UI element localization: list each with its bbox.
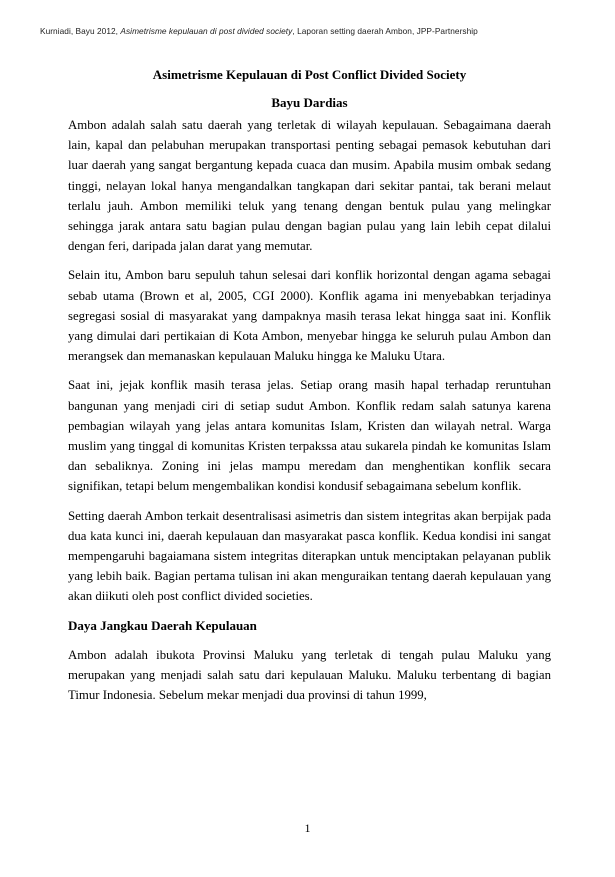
running-header — [40, 26, 580, 36]
running-header-citation: Kurniadi, Bayu 2012, — [40, 26, 121, 36]
running-header-report: , Laporan setting daerah Ambon, JPP-Partnership — [292, 26, 478, 36]
paragraph-3: Saat ini, jejak konflik masih terasa jelas. Setiap orang masih hapal terhadap reruntuhan bangunan yang menjadi ciri di setiap sudut Ambon. Konflik redam salah satunya karena pembagian wilayah yang jelas antara komunitas Islam, Kristen dan wilayah netral. Warga muslim yang tinggal di komunitas Kristen terpakssa atau sukarela pindah ke komunitas Islam dan sebaliknya. Zoning ini jelas mampu meredam dan menghentikan konflik secara signifikan, tetapi belum mengembalikan kondisi kondusif sebagaimana sebelum konflik. — [68, 378, 551, 494]
paragraph-1: Ambon adalah salah satu daerah yang terletak di wilayah kepulauan. Sebagaimana daerah lain, kapal dan pelabuhan merupakan transportasi penting sebagai pemasok kebutuhan dari luar daerah yang sangat bergantung kepada cuaca dan musim. Apabila musim ombak sedang tinggi, nelayan lokal hanya mengandalkan tangkapan dari sekitar pantai, tak berani melaut terlalu jauh. Ambon memiliki teluk yang tenang dengan bentuk pulau yang melingkar sehingga jarak antara satu bagian pulau dengan bagian pulau yang lain lebih cepat dilalui dengan feri, daripada jalan darat yang memutar. — [68, 118, 551, 254]
running-header-italic-title: Asimetrisme kepulauan di post divided society — [120, 26, 293, 36]
document-title: Asimetrisme Kepulauan di Post Conflict Divided Society — [152, 67, 467, 82]
page-content — [68, 66, 551, 714]
paragraph-4: Setting daerah Ambon terkait desentralisasi asimetris dan sistem integritas akan berpijak pada dua kata kunci ini, daerah kepulauan dan masyarakat pasca konflik. Kedua kondisi ini sangat mempengaruhi bagaiamana sistem integritas diterapkan untuk menciptakan pelayanan publik yang lebih baik. Bagian pertama tulisan ini akan menguraikan tentang daerah kepulauan yang akan diikuti oleh post conflict divided societies. — [68, 508, 551, 604]
document-author: Bayu Dardias — [271, 95, 348, 110]
section-heading: Daya Jangkau Daerah Kepulauan — [68, 617, 257, 633]
paragraph-2: Selain itu, Ambon baru sepuluh tahun selesai dari konflik horizontal dengan agama sebagai sebab utama (Brown et al, 2005, CGI 2000). Konflik agama ini menyebabkan terjadinya segregasi sosial di masyarakat yang dampaknya masih terasa lekat hingga saat ini. Konflik yang dimulai dari pertikaian di Kota Ambon, menyebar hingga ke seluruh pulau Ambon dan merangsek dan memanaskan kepulauan Maluku hingga ke Maluku Utara. — [68, 268, 551, 364]
section-paragraph: Ambon adalah ibukota Provinsi Maluku yang terletak di tengah pulau Maluku yang merupakan yang menjadi salah satu dari kepulauan Maluku. Maluku terbentang di bagian Timur Indonesia. Sebelum mekar menjadi dua provinsi di tahun 1999, — [68, 647, 551, 703]
page-number: 1 — [304, 821, 311, 835]
